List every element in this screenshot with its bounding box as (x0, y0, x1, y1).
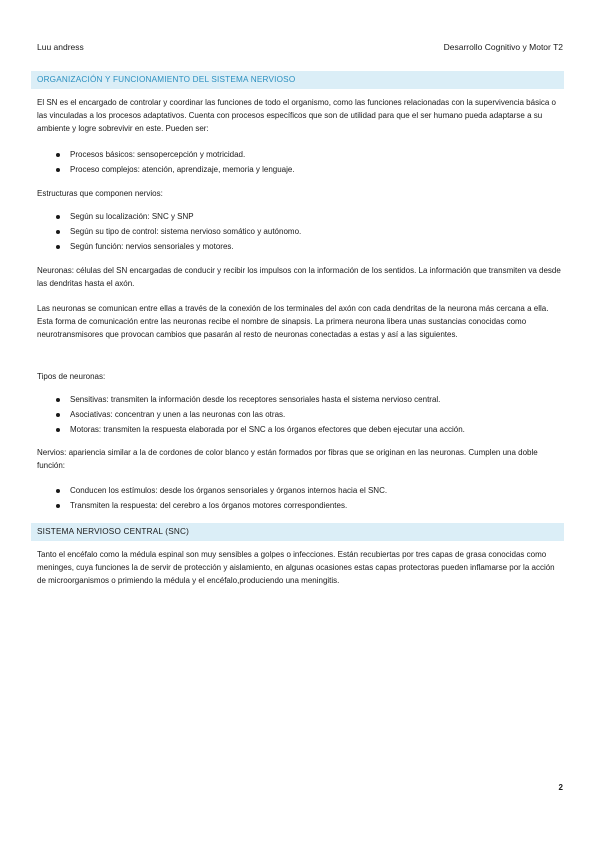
types-heading: Tipos de neuronas: (37, 372, 106, 381)
processes-list-block (37, 147, 562, 177)
nerves-paragraph: Nervios: apariencia similar a la de cordones de color blanco y están formados por fibras que se originan en las neuronas. Cumplen una doble función: (37, 448, 538, 470)
types-heading-block (37, 370, 562, 383)
nerves-block (37, 446, 562, 472)
list-item: Proceso complejos: atención, aprendizaje, memoria y lenguaje. (37, 162, 562, 177)
snc-block (37, 548, 562, 587)
types-list-block (37, 392, 562, 437)
nerve-functions-list (37, 483, 562, 513)
synapse-block (37, 302, 562, 341)
snc-paragraph: Tanto el encéfalo como la médula espinal son muy sensibles a golpes o infecciones. Están recubiertas por tres capas de grasa conocidas como meninges, cuya funciones la de servir de protección y aislamiento, en algunas ocasiones estas capas protectoras pueden inflamarse por la acción de microorganismos o primiendo la médula y el encéfalo,produciendo una meningitis. (37, 550, 555, 585)
neurons-block (37, 264, 562, 290)
section-title-organizacion: ORGANIZACIÓN Y FUNCIONAMIENTO DEL SISTEMA NERVIOSO (37, 75, 296, 84)
synapse-paragraph: Las neuronas se comunican entre ellas a través de la conexión de los terminales del axón con cada dendritas de la neurona más cercana a ella. Esta forma de comunicación entre las neuronas recibe el nombre de sinapsis. La primera neurona libera unas sustancias conocidas como neurotransmisores que provocan cambios que pasarán al resto de neuronas conectadas a estas y así a las siguientes. (37, 304, 549, 339)
section-intro-block (37, 96, 562, 135)
header-course: Desarrollo Cognitivo y Motor T2 (443, 42, 563, 52)
header-author: Luu andress (37, 42, 84, 52)
structures-list (37, 209, 562, 254)
structures-list-block (37, 209, 562, 254)
page-number: 2 (558, 783, 563, 792)
list-item: Conducen los estímulos: desde los órganos sensoriales y órganos internos hacia el SNC. (37, 483, 562, 498)
list-item: Asociativas: concentran y unen a las neuronas con las otras. (37, 407, 562, 422)
list-item: Motoras: transmiten la respuesta elaborada por el SNC a los órganos efectores que deben ejecutar una acción. (37, 422, 562, 437)
functions-list-block (37, 483, 562, 513)
list-item: Sensitivas: transmiten la información desde los receptores sensoriales hasta el sistema nervioso central. (37, 392, 562, 407)
intro-paragraph: El SN es el encargado de controlar y coordinar las funciones de todo el organismo, como las funciones relacionadas con la supervivencia básica o las vinculadas a los procesos adaptativos. Cuenta con procesos específicos que son de utilidad para que el ser humano pueda adaptarse a su ambiente y logre sobrevivir en este. Pueden ser: (37, 98, 556, 133)
list-item: Según función: nervios sensoriales y motores. (37, 239, 562, 254)
section-title-snc: SISTEMA NERVIOSO CENTRAL (SNC) (37, 527, 190, 536)
structures-heading-block (37, 187, 562, 200)
list-item: Transmiten la respuesta: del cerebro a los órganos motores correspondientes. (37, 498, 562, 513)
list-item: Procesos básicos: sensopercepción y motricidad. (37, 147, 562, 162)
section-heading-band (31, 523, 564, 541)
list-item: Según su tipo de control: sistema nervioso somático y autónomo. (37, 224, 562, 239)
neuron-types-list (37, 392, 562, 437)
section-heading-band (31, 71, 564, 89)
list-item: Según su localización: SNC y SNP (37, 209, 562, 224)
structures-heading: Estructuras que componen nervios: (37, 189, 163, 198)
neurons-paragraph: Neuronas: células del SN encargadas de conducir y recibir los impulsos con la información de los sentidos. La información que transmiten va desde las dendritas hasta el axón. (37, 266, 561, 288)
processes-list (37, 147, 562, 177)
